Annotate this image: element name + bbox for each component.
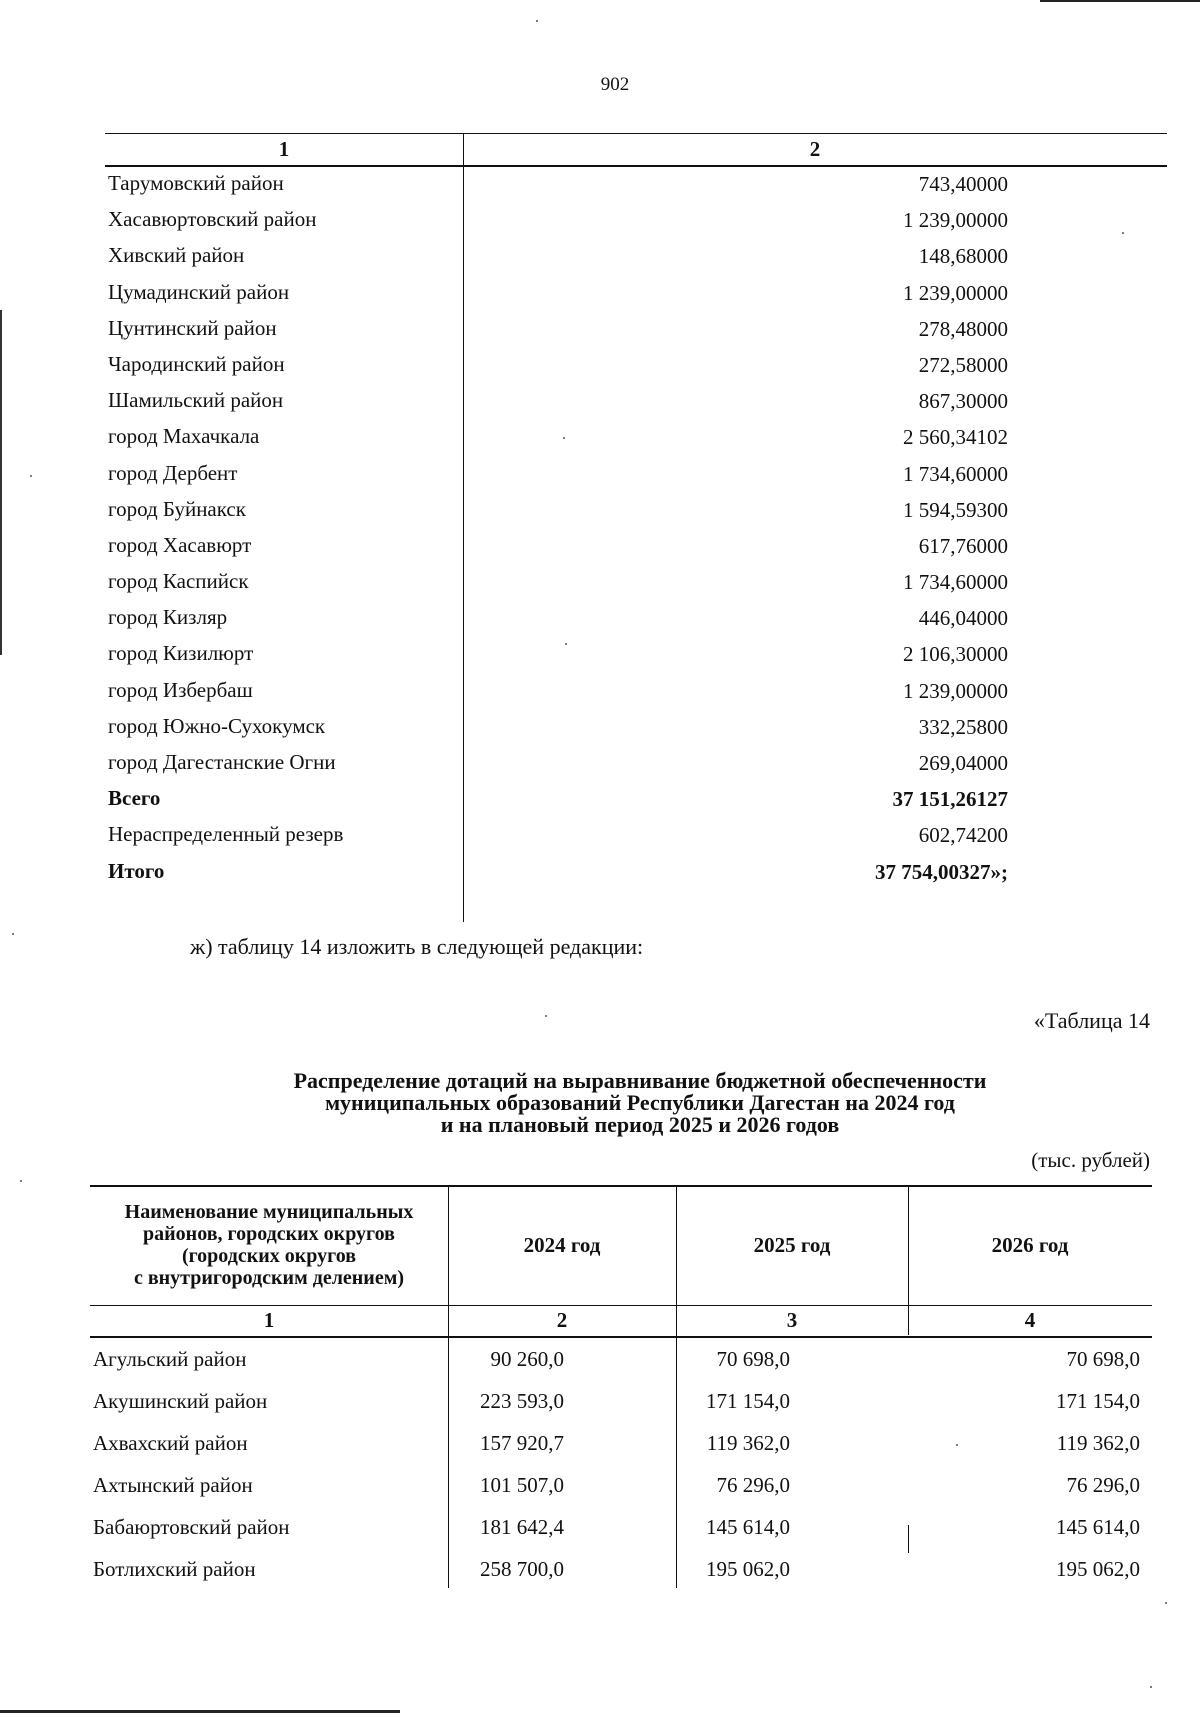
column-number-2: 2 [809,137,821,161]
amount-2026: 70 698,0 [1066,1347,1140,1371]
municipality-name: Акушинский район [93,1389,268,1413]
amount-2025: 171 154,0 [706,1389,790,1413]
amount-2025: 76 296,0 [716,1473,790,1497]
municipality-name: город Буйнакск [108,496,246,521]
municipality-name: Ахтынский район [93,1473,253,1497]
column-number-1: 1 [278,137,290,161]
amount: 446,04000 [918,606,1008,631]
municipality-name: город Махачкала [108,424,260,449]
table-row [105,818,1167,854]
amount-2026: 145 614,0 [1056,1515,1140,1539]
amount: 269,04000 [918,751,1008,775]
amount-2026: 171 154,0 [1056,1389,1140,1413]
scan-speckle [1122,232,1124,234]
column-number-row [90,1306,1152,1338]
table-row [105,203,1167,239]
column-number-1: 1 [263,1308,275,1332]
table-row [105,637,1167,673]
table-body [90,1338,1152,1590]
scan-speckle [20,1180,22,1182]
table-row [90,1380,1152,1422]
subsidy-table [90,1185,1152,1590]
amount-2025: 70 698,0 [716,1347,790,1371]
title-line: Распределение дотаций на выравнивание бюджетной обеспеченности [293,1068,987,1093]
amount-2024: 258 700,0 [480,1557,564,1581]
amount: 1 734,60000 [903,461,1008,486]
table-row [105,529,1167,565]
header-2025: 2025 год [753,1233,831,1257]
amount-2024: 223 593,0 [480,1389,564,1413]
units-label: (тыс. рублей) [1031,1148,1150,1172]
municipality-name: город Южно-Сухокумск [108,713,326,738]
municipality-name: город Дагестанские Огни [108,750,336,774]
table-header-row [105,133,1167,167]
table-row [105,239,1167,275]
amount: 867,30000 [918,389,1008,414]
table-row [105,384,1167,420]
municipality-name: город Дербент [108,460,238,485]
reserve-amount: 602,74200 [918,823,1008,848]
table-row [105,565,1167,601]
municipality-name: Шамильский район [108,388,284,413]
amount: 1 239,00000 [903,280,1008,305]
total-row [105,782,1167,818]
total-label: Всего [108,786,161,811]
title-line: и на плановый период 2025 и 2026 годов [440,1112,840,1137]
scan-speckle [536,20,538,22]
municipality-name: город Кизляр [108,605,228,630]
title-line: муниципальных образований Республики Дагестан на 2024 год [325,1090,955,1115]
grand-total-amount: 37 754,00327»; [875,859,1008,884]
column-number-2: 2 [556,1308,568,1332]
grand-total-label: Итого [108,858,165,883]
municipality-name: город Кизилюрт [108,641,254,666]
header-text-line: (городских округов [181,1245,357,1267]
table-body [105,167,1167,891]
table-row [105,312,1167,348]
amount: 743,40000 [918,172,1008,196]
amount-2024: 181 642,4 [480,1515,564,1539]
table-row [105,167,1167,203]
table-row [105,601,1167,637]
scan-edge-line [0,1710,400,1713]
amount: 278,48000 [918,316,1008,341]
table-row [105,348,1167,384]
total-amount: 37 151,26127 [892,787,1008,812]
scan-speckle [12,933,14,935]
page-number: 902 [600,74,630,95]
column-number-4: 4 [1024,1308,1036,1332]
scan-speckle [1150,1686,1152,1688]
reserve-label: Нераспределенный резерв [108,822,344,847]
column-divider [676,1185,677,1588]
table-title [200,1070,1080,1136]
amount-2024: 90 260,0 [490,1347,564,1371]
amount-2026: 119 362,0 [1056,1431,1140,1455]
municipality-name: Хасавюртовский район [108,207,317,232]
municipality-name: город Хасавюрт [108,532,252,557]
scan-edge-line [0,310,2,655]
amount-2025: 145 614,0 [706,1515,790,1539]
municipality-name: Агульский район [93,1347,247,1371]
scan-speckle [563,437,565,439]
table-row [90,1464,1152,1506]
continued-table [105,133,1167,891]
amount: 1 594,59300 [903,497,1008,522]
scan-speckle [30,475,32,477]
table-row [90,1338,1152,1380]
table-row [105,493,1167,529]
municipality-name: Чародинский район [108,351,285,376]
amendment-instruction: ж) таблицу 14 изложить в следующей редакции: [190,934,644,959]
column-divider [908,1185,909,1335]
amount-2026: 195 062,0 [1056,1557,1140,1581]
header-text-line: Наименование муниципальных [124,1201,414,1223]
header-2024: 2024 год [523,1233,601,1257]
header-text-line: районов, городских округов [143,1223,395,1245]
amount-2026: 76 296,0 [1066,1473,1140,1497]
municipality-name: Ботлихский район [93,1557,256,1581]
amount: 148,68000 [918,244,1008,269]
table-row [105,746,1167,782]
table-row [105,276,1167,312]
table-row [105,457,1167,493]
amount: 617,76000 [918,533,1008,558]
amount: 1 734,60000 [903,570,1008,595]
table-row [90,1506,1152,1548]
table-row [90,1422,1152,1464]
table-row [105,420,1167,456]
table-label: «Таблица 14 [1033,1008,1150,1033]
amount: 1 239,00000 [903,678,1008,703]
municipality-name: город Избербаш [108,677,253,702]
table-row [90,1548,1152,1590]
table-row [105,674,1167,710]
column-divider [448,1185,449,1588]
column-divider [908,1525,909,1553]
scan-speckle [956,1444,958,1446]
municipality-name: Бабаюртовский район [93,1515,290,1539]
municipality-name: Ахвахский район [93,1431,248,1455]
table-header-row [90,1185,1152,1306]
scan-speckle [1165,1602,1167,1604]
column-number-3: 3 [786,1308,798,1332]
municipality-name: Цунтинский район [108,315,277,340]
scan-edge-line [1040,0,1200,2]
grand-total-row [105,855,1167,891]
amount: 272,58000 [918,352,1008,377]
municipality-name: город Каспийск [108,569,249,594]
amount: 1 239,00000 [903,208,1008,233]
amount: 2 560,34102 [903,425,1008,450]
municipality-name: Цумадинский район [108,279,290,304]
header-2026: 2026 год [991,1233,1069,1257]
municipality-name: Хивский район [108,243,245,268]
municipality-name: Тарумовский район [108,171,284,195]
header-text-line: с внутригородским делением) [133,1267,404,1289]
amount-2024: 157 920,7 [480,1431,564,1455]
scan-speckle [565,643,567,645]
amount-2024: 101 507,0 [480,1473,564,1497]
table-row [105,710,1167,746]
amount-2025: 195 062,0 [706,1557,790,1581]
amount: 2 106,30000 [903,642,1008,667]
amount-2025: 119 362,0 [706,1431,790,1455]
header-municipality [90,1201,448,1289]
amount: 332,25800 [918,714,1008,739]
scan-speckle [545,1015,547,1017]
